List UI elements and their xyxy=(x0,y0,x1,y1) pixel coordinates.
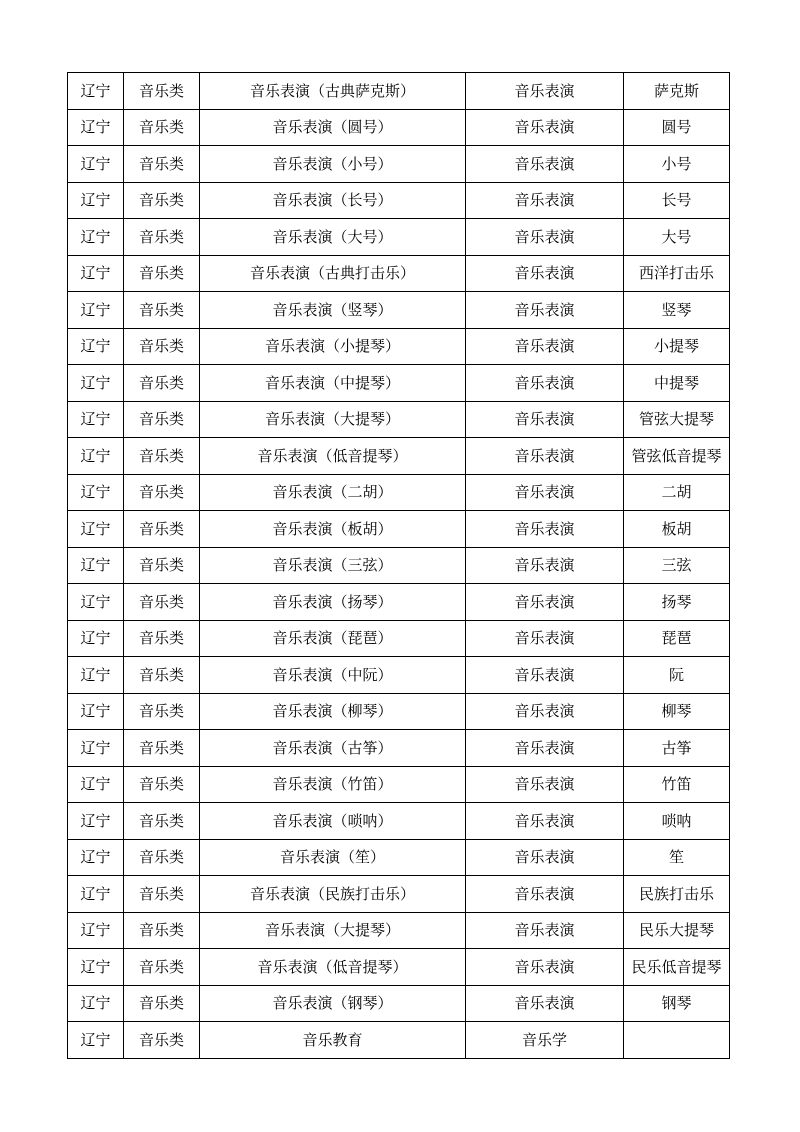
category-cell: 音乐类 xyxy=(124,766,200,803)
province-cell: 辽宁 xyxy=(68,73,124,110)
major-cell: 音乐表演（古典萨克斯） xyxy=(200,73,466,110)
category-cell: 音乐类 xyxy=(124,365,200,402)
category-cell: 音乐类 xyxy=(124,620,200,657)
program-cell: 音乐表演 xyxy=(466,949,624,986)
program-cell: 音乐表演 xyxy=(466,328,624,365)
province-cell: 辽宁 xyxy=(68,620,124,657)
program-cell: 音乐表演 xyxy=(466,365,624,402)
instrument-cell: 二胡 xyxy=(624,474,730,511)
instrument-cell: 柳琴 xyxy=(624,693,730,730)
program-cell: 音乐表演 xyxy=(466,438,624,475)
major-cell: 音乐表演（钢琴） xyxy=(200,985,466,1022)
province-cell: 辽宁 xyxy=(68,511,124,548)
province-cell: 辽宁 xyxy=(68,219,124,256)
program-table xyxy=(67,72,730,1059)
province-cell: 辽宁 xyxy=(68,693,124,730)
category-cell: 音乐类 xyxy=(124,182,200,219)
major-cell: 音乐表演（小号） xyxy=(200,146,466,183)
major-cell: 音乐表演（二胡） xyxy=(200,474,466,511)
program-cell: 音乐表演 xyxy=(466,109,624,146)
major-cell: 音乐表演（低音提琴） xyxy=(200,438,466,475)
table-row xyxy=(68,401,730,438)
program-cell: 音乐表演 xyxy=(466,219,624,256)
table-row xyxy=(68,146,730,183)
major-cell: 音乐表演（长号） xyxy=(200,182,466,219)
program-cell: 音乐表演 xyxy=(466,803,624,840)
program-cell: 音乐表演 xyxy=(466,474,624,511)
major-cell: 音乐表演（中提琴） xyxy=(200,365,466,402)
instrument-cell: 唢呐 xyxy=(624,803,730,840)
major-cell: 音乐表演（竹笛） xyxy=(200,766,466,803)
instrument-cell: 竹笛 xyxy=(624,766,730,803)
major-cell: 音乐表演（扬琴） xyxy=(200,584,466,621)
program-cell: 音乐表演 xyxy=(466,73,624,110)
program-cell: 音乐表演 xyxy=(466,730,624,767)
table-row xyxy=(68,912,730,949)
instrument-cell: 小号 xyxy=(624,146,730,183)
program-cell: 音乐表演 xyxy=(466,985,624,1022)
major-cell: 音乐表演（民族打击乐） xyxy=(200,876,466,913)
category-cell: 音乐类 xyxy=(124,511,200,548)
instrument-cell: 西洋打击乐 xyxy=(624,255,730,292)
major-cell: 音乐表演（大提琴） xyxy=(200,401,466,438)
category-cell: 音乐类 xyxy=(124,876,200,913)
major-cell: 音乐表演（琵琶） xyxy=(200,620,466,657)
program-cell: 音乐表演 xyxy=(466,657,624,694)
table-body xyxy=(68,73,730,1059)
province-cell: 辽宁 xyxy=(68,182,124,219)
province-cell: 辽宁 xyxy=(68,584,124,621)
category-cell: 音乐类 xyxy=(124,109,200,146)
category-cell: 音乐类 xyxy=(124,985,200,1022)
program-cell: 音乐表演 xyxy=(466,620,624,657)
province-cell: 辽宁 xyxy=(68,292,124,329)
instrument-cell: 中提琴 xyxy=(624,365,730,402)
category-cell: 音乐类 xyxy=(124,1022,200,1059)
category-cell: 音乐类 xyxy=(124,657,200,694)
category-cell: 音乐类 xyxy=(124,547,200,584)
table-row xyxy=(68,255,730,292)
program-cell: 音乐表演 xyxy=(466,876,624,913)
table-row xyxy=(68,693,730,730)
major-cell: 音乐表演（三弦） xyxy=(200,547,466,584)
instrument-cell: 阮 xyxy=(624,657,730,694)
major-cell: 音乐教育 xyxy=(200,1022,466,1059)
table-row xyxy=(68,1022,730,1059)
category-cell: 音乐类 xyxy=(124,803,200,840)
program-cell: 音乐学 xyxy=(466,1022,624,1059)
major-cell: 音乐表演（中阮） xyxy=(200,657,466,694)
table-row xyxy=(68,839,730,876)
major-cell: 音乐表演（大提琴） xyxy=(200,912,466,949)
major-cell: 音乐表演（竖琴） xyxy=(200,292,466,329)
table-row xyxy=(68,219,730,256)
program-cell: 音乐表演 xyxy=(466,401,624,438)
table-row xyxy=(68,985,730,1022)
major-cell: 音乐表演（古典打击乐） xyxy=(200,255,466,292)
table-row xyxy=(68,292,730,329)
instrument-cell: 民乐大提琴 xyxy=(624,912,730,949)
table-row xyxy=(68,182,730,219)
province-cell: 辽宁 xyxy=(68,365,124,402)
instrument-cell: 萨克斯 xyxy=(624,73,730,110)
category-cell: 音乐类 xyxy=(124,146,200,183)
table-row xyxy=(68,547,730,584)
province-cell: 辽宁 xyxy=(68,146,124,183)
instrument-cell: 管弦低音提琴 xyxy=(624,438,730,475)
table-row xyxy=(68,620,730,657)
program-cell: 音乐表演 xyxy=(466,547,624,584)
program-cell: 音乐表演 xyxy=(466,584,624,621)
province-cell: 辽宁 xyxy=(68,109,124,146)
table-row xyxy=(68,438,730,475)
major-cell: 音乐表演（低音提琴） xyxy=(200,949,466,986)
category-cell: 音乐类 xyxy=(124,584,200,621)
table-row xyxy=(68,766,730,803)
category-cell: 音乐类 xyxy=(124,839,200,876)
province-cell: 辽宁 xyxy=(68,803,124,840)
province-cell: 辽宁 xyxy=(68,730,124,767)
instrument-cell: 民族打击乐 xyxy=(624,876,730,913)
instrument-cell: 民乐低音提琴 xyxy=(624,949,730,986)
instrument-cell: 竖琴 xyxy=(624,292,730,329)
major-cell: 音乐表演（笙） xyxy=(200,839,466,876)
province-cell: 辽宁 xyxy=(68,328,124,365)
instrument-cell: 三弦 xyxy=(624,547,730,584)
table-row xyxy=(68,803,730,840)
province-cell: 辽宁 xyxy=(68,912,124,949)
province-cell: 辽宁 xyxy=(68,839,124,876)
category-cell: 音乐类 xyxy=(124,219,200,256)
program-cell: 音乐表演 xyxy=(466,511,624,548)
major-cell: 音乐表演（板胡） xyxy=(200,511,466,548)
category-cell: 音乐类 xyxy=(124,328,200,365)
province-cell: 辽宁 xyxy=(68,1022,124,1059)
province-cell: 辽宁 xyxy=(68,949,124,986)
instrument-cell: 圆号 xyxy=(624,109,730,146)
table-row xyxy=(68,474,730,511)
instrument-cell xyxy=(624,1022,730,1059)
category-cell: 音乐类 xyxy=(124,73,200,110)
category-cell: 音乐类 xyxy=(124,912,200,949)
table-row xyxy=(68,73,730,110)
province-cell: 辽宁 xyxy=(68,547,124,584)
province-cell: 辽宁 xyxy=(68,438,124,475)
instrument-cell: 钢琴 xyxy=(624,985,730,1022)
instrument-cell: 笙 xyxy=(624,839,730,876)
instrument-cell: 小提琴 xyxy=(624,328,730,365)
program-cell: 音乐表演 xyxy=(466,912,624,949)
category-cell: 音乐类 xyxy=(124,292,200,329)
table-row xyxy=(68,730,730,767)
table-row xyxy=(68,949,730,986)
major-cell: 音乐表演（大号） xyxy=(200,219,466,256)
province-cell: 辽宁 xyxy=(68,657,124,694)
major-cell: 音乐表演（圆号） xyxy=(200,109,466,146)
instrument-cell: 管弦大提琴 xyxy=(624,401,730,438)
table-row xyxy=(68,109,730,146)
program-cell: 音乐表演 xyxy=(466,693,624,730)
table-row xyxy=(68,876,730,913)
category-cell: 音乐类 xyxy=(124,730,200,767)
instrument-cell: 大号 xyxy=(624,219,730,256)
major-cell: 音乐表演（小提琴） xyxy=(200,328,466,365)
table-row xyxy=(68,328,730,365)
instrument-cell: 长号 xyxy=(624,182,730,219)
province-cell: 辽宁 xyxy=(68,766,124,803)
category-cell: 音乐类 xyxy=(124,255,200,292)
major-cell: 音乐表演（唢呐） xyxy=(200,803,466,840)
program-cell: 音乐表演 xyxy=(466,146,624,183)
category-cell: 音乐类 xyxy=(124,438,200,475)
program-cell: 音乐表演 xyxy=(466,182,624,219)
category-cell: 音乐类 xyxy=(124,949,200,986)
category-cell: 音乐类 xyxy=(124,474,200,511)
program-cell: 音乐表演 xyxy=(466,292,624,329)
table-row xyxy=(68,584,730,621)
instrument-cell: 古筝 xyxy=(624,730,730,767)
province-cell: 辽宁 xyxy=(68,985,124,1022)
program-cell: 音乐表演 xyxy=(466,255,624,292)
instrument-cell: 扬琴 xyxy=(624,584,730,621)
category-cell: 音乐类 xyxy=(124,401,200,438)
program-cell: 音乐表演 xyxy=(466,839,624,876)
table-row xyxy=(68,365,730,402)
instrument-cell: 琵琶 xyxy=(624,620,730,657)
table-row xyxy=(68,657,730,694)
major-cell: 音乐表演（古筝） xyxy=(200,730,466,767)
program-cell: 音乐表演 xyxy=(466,766,624,803)
province-cell: 辽宁 xyxy=(68,401,124,438)
province-cell: 辽宁 xyxy=(68,255,124,292)
instrument-cell: 板胡 xyxy=(624,511,730,548)
table-row xyxy=(68,511,730,548)
category-cell: 音乐类 xyxy=(124,693,200,730)
major-cell: 音乐表演（柳琴） xyxy=(200,693,466,730)
province-cell: 辽宁 xyxy=(68,876,124,913)
province-cell: 辽宁 xyxy=(68,474,124,511)
